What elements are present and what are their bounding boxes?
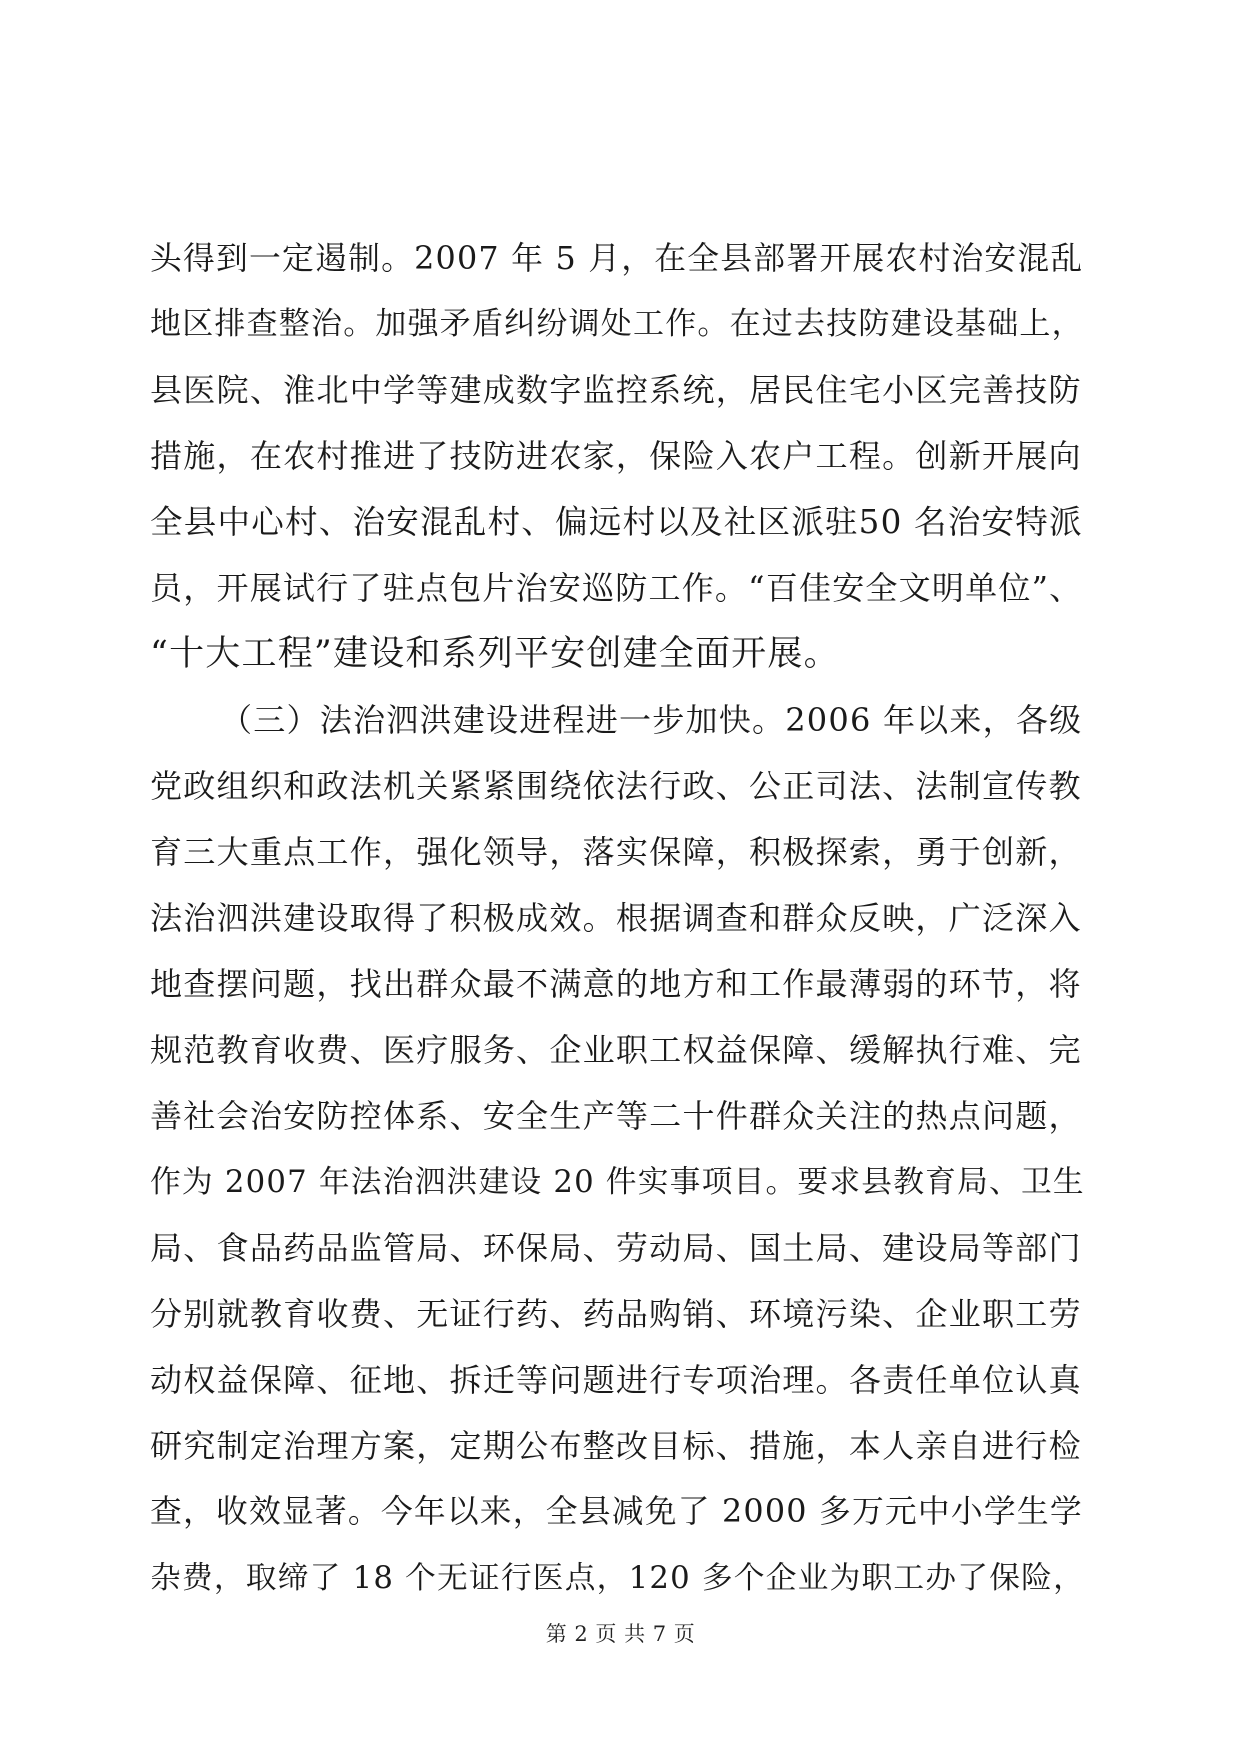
- text-line: 分别就教育收费、无证行药、药品购销、环境污染、企业职工劳: [150, 1295, 1082, 1333]
- text-line: 局、食品药品监管局、环保局、劳动局、国土局、建设局等部门: [150, 1229, 1082, 1267]
- text-line: 研究制定治理方案，定期公布整改目标、措施，本人亲自进行检: [150, 1427, 1082, 1465]
- text-line: 全县中心村、治安混乱村、偏远村以及社区派驻50 名治安特派: [150, 503, 1083, 541]
- text-line: 党政组织和政法机关紧紧围绕依法行政、公正司法、法制宣传教: [150, 767, 1082, 805]
- text-line: 动权益保障、征地、拆迁等问题进行专项治理。各责任单位认真: [150, 1361, 1082, 1399]
- text-line: 措施，在农村推进了技防进农家，保险入农户工程。创新开展向: [150, 437, 1082, 475]
- text-line: “十大工程”建设和系列平安创建全面开展。: [150, 634, 840, 674]
- text-line: 杂费，取缔了 18 个无证行医点，120 多个企业为职工办了保险，: [150, 1560, 1086, 1596]
- text-line: 地查摆问题，找出群众最不满意的地方和工作最薄弱的环节，将: [150, 965, 1082, 1003]
- text-line: 地区排查整治。加强矛盾纠纷调处工作。在过去技防建设基础上，: [150, 306, 1084, 342]
- text-line: 规范教育收费、医疗服务、企业职工权益保障、缓解执行难、完: [150, 1031, 1082, 1069]
- section-heading-line: （三）法治泗洪建设进程进一步加快。2006 年以来，各级: [220, 701, 1083, 739]
- text-line: 法治泗洪建设取得了积极成效。根据调查和群众反映，广泛深入: [150, 899, 1082, 937]
- text-line: 员，开展试行了驻点包片治安巡防工作。“百佳安全文明单位”、: [150, 569, 1083, 607]
- text-line: 头得到一定遏制。2007 年 5 月，在全县部署开展农村治安混乱: [150, 239, 1084, 277]
- text-line: 作为 2007 年法治泗洪建设 20 件实事项目。要求县教育局、卫生: [150, 1164, 1085, 1200]
- text-line: 善社会治安防控体系、安全生产等二十件群众关注的热点问题，: [150, 1097, 1082, 1135]
- text-line: 县医院、淮北中学等建成数字监控系统，居民住宅小区完善技防: [150, 371, 1082, 409]
- document-body: [150, 225, 1086, 1611]
- text-line: 育三大重点工作，强化领导，落实保障，积极探索，勇于创新，: [150, 833, 1082, 871]
- text-line: 查，收效显著。今年以来，全县减免了 2000 多万元中小学生学: [150, 1493, 1083, 1530]
- page-number-footer: 第 2 页 共 7 页: [545, 1622, 696, 1646]
